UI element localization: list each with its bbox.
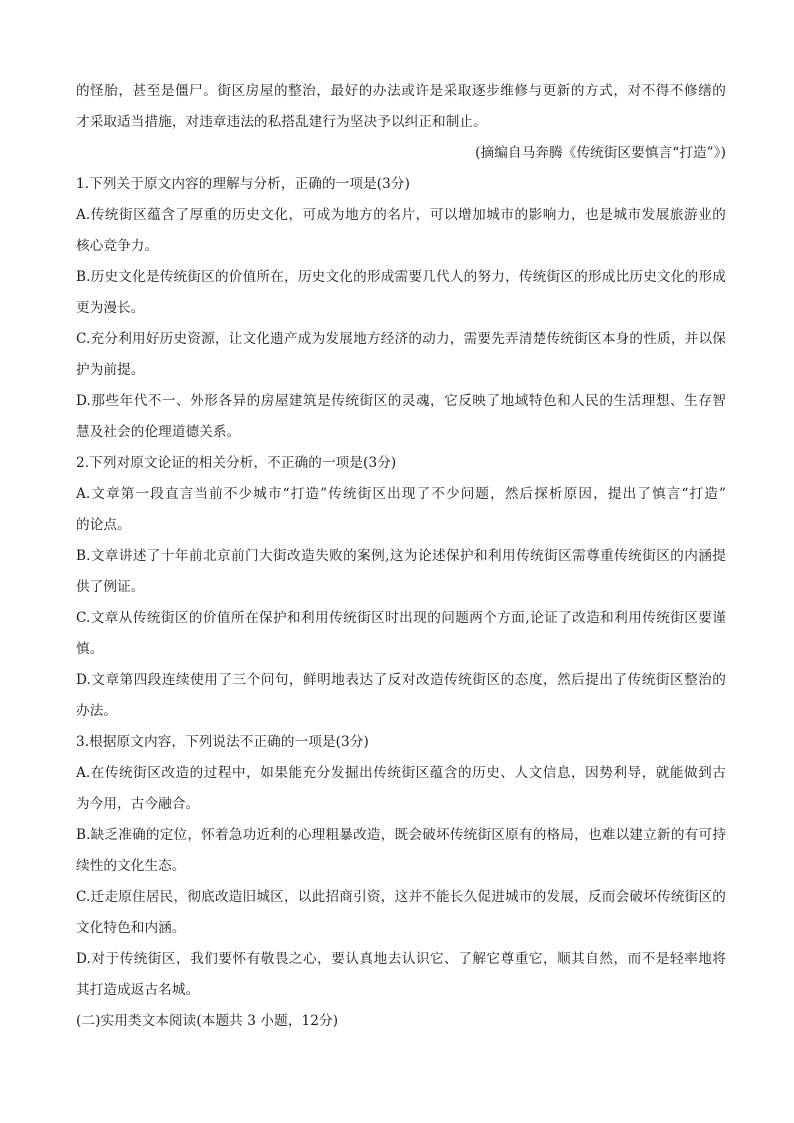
question-2-option-b-line-2: 供了例证。 xyxy=(76,579,145,595)
question-3-option-c-line-2: 文化特色和内涵。 xyxy=(76,920,186,936)
question-3-option-d-line-1: D.对于传统街区，我们要怀有敬畏之心，要认真地去认识它、了解它尊重它，顺其自然，而不是轻率地将 xyxy=(76,951,726,967)
question-2-option-d-line-1: D.文章第四段连续使用了三个问句，鲜明地表达了反对改造传统街区的态度，然后提出了传统街区整治的 xyxy=(76,672,726,688)
question-3-stem: 3.根据原文内容，下列说法不正确的一项是(3分) xyxy=(76,734,369,750)
question-2-option-c-line-1: C.文章从传统街区的价值所在保护和利用传统街区时出现的问题两个方面,论证了改造和利用传统街区要谨 xyxy=(76,610,726,626)
passage-line-1: 的怪胎，甚至是僵尸。街区房屋的整治，最好的办法或许是采取逐步维修与更新的方式，对不得不修缮的 xyxy=(76,83,726,99)
passage-line-2: 才采取适当措施，对违章违法的私搭乱建行为坚决予以纠正和制止。 xyxy=(76,114,487,130)
question-2-option-a-line-1: A.文章第一段直言当前不少城市“打造”传统街区出现了不少问题，然后探析原因，提出了慎言“打造” xyxy=(76,486,726,502)
passage-source: (摘编自马奔腾《传统街区要慎言“打造”》) xyxy=(475,145,726,161)
section-2-heading: (二)实用类文本阅读(本题共 3 小题，12分) xyxy=(76,1013,339,1029)
question-3-option-c-line-1: C.迁走原住居民，彻底改造旧城区，以此招商引资，这并不能长久促进城市的发展，反而会破坏传统街区的 xyxy=(76,889,726,905)
question-1-option-a-line-2: 核心竞争力。 xyxy=(76,238,159,254)
question-1-option-b-line-2: 更为漫长。 xyxy=(76,300,145,316)
question-3-option-b-line-1: B.缺乏准确的定位，怀着急功近利的心理粗暴改造，既会破坏传统街区原有的格局，也难以建立新的有可持 xyxy=(76,827,726,843)
question-1-option-d-line-1: D.那些年代不一、外形各异的房屋建筑是传统街区的灵魂，它反映了地域特色和人民的生活理想、生存智 xyxy=(76,393,726,409)
question-1-option-b-line-1: B.历史文化是传统街区的价值所在，历史文化的形成需要几代人的努力，传统街区的形成比历史文化的形成 xyxy=(76,269,726,285)
document-page xyxy=(76,76,726,1037)
question-3-option-d-line-2: 其打造成返古名城。 xyxy=(76,982,200,998)
question-2-option-b-line-1: B.文章讲述了十年前北京前门大街改造失败的案例,这为论述保护和利用传统街区需尊重传统街区的内涵提 xyxy=(76,548,726,564)
question-2-option-a-line-2: 的论点。 xyxy=(76,517,131,533)
question-2-option-d-line-2: 办法。 xyxy=(76,703,118,719)
question-3-option-b-line-2: 续性的文化生态。 xyxy=(76,858,186,874)
question-1-stem: 1.下列关于原文内容的理解与分析，正确的一项是(3分) xyxy=(76,176,410,192)
question-1-option-c-line-1: C.充分利用好历史资源，让文化遗产成为发展地方经济的动力，需要先弄清楚传统街区本身的性质，并以保 xyxy=(76,331,726,347)
question-1-option-d-line-2: 慧及社会的伦理道德关系。 xyxy=(76,424,241,440)
question-1-option-a-line-1: A.传统街区蕴含了厚重的历史文化，可成为地方的名片，可以增加城市的影响力，也是城市发展旅游业的 xyxy=(76,207,726,223)
question-2-option-c-line-2: 慎。 xyxy=(76,641,104,657)
question-2-stem: 2.下列对原文论证的相关分析，不正确的一项是(3分) xyxy=(76,455,397,471)
question-3-option-a-line-1: A.在传统街区改造的过程中，如果能充分发掘出传统街区蕴含的历史、人文信息，因势利导，就能做到古 xyxy=(76,765,726,781)
question-1-option-c-line-2: 护为前提。 xyxy=(76,362,145,378)
question-3-option-a-line-2: 为今用，古今融合。 xyxy=(76,796,200,812)
